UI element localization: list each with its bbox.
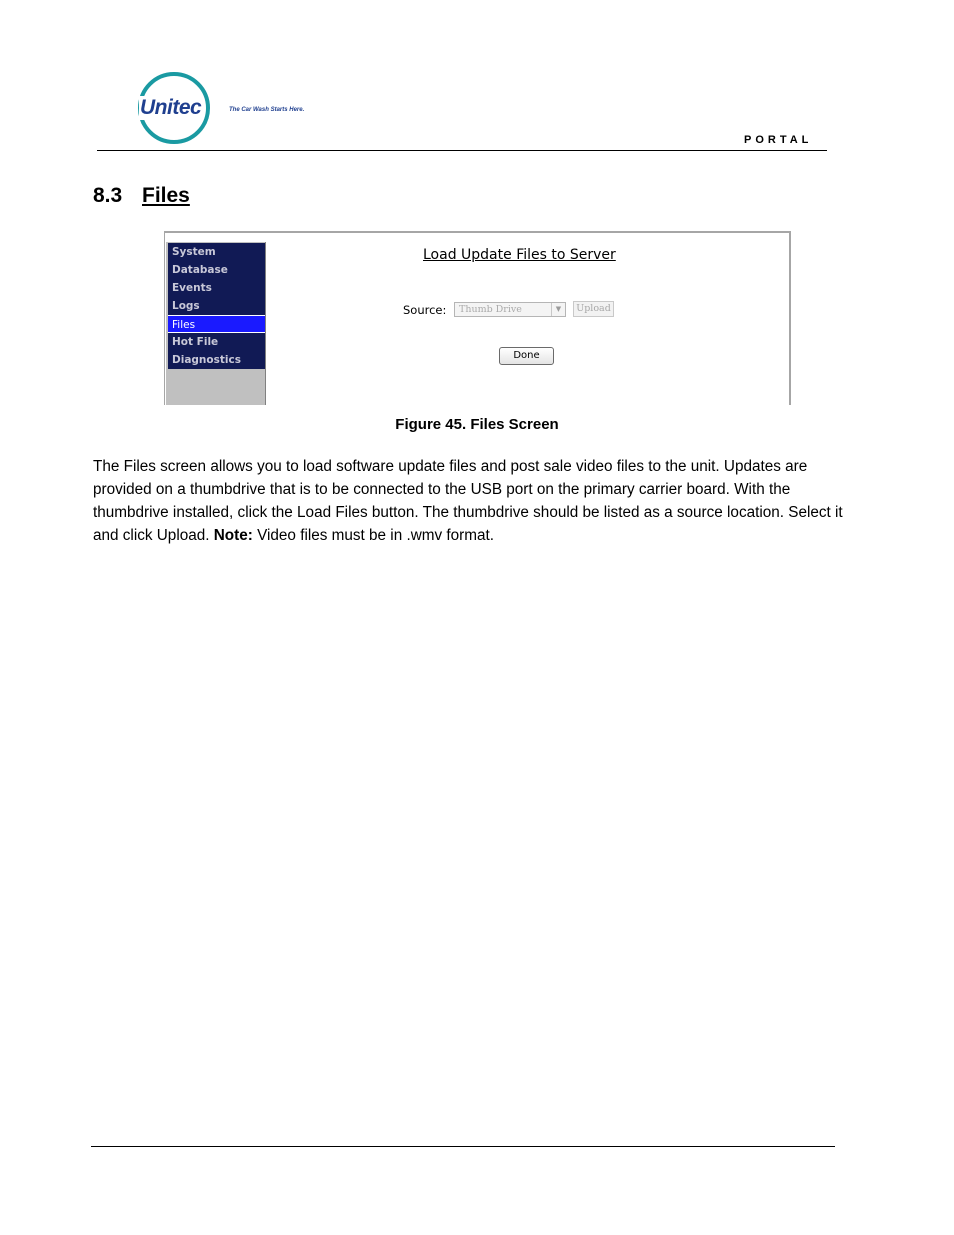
sidebar-menu	[168, 243, 265, 369]
sidebar-item-database[interactable]: Database	[172, 264, 228, 276]
source-select[interactable]	[454, 302, 566, 317]
section-title: Files	[142, 184, 190, 207]
sidebar-item-diagnostics[interactable]: Diagnostics	[172, 354, 241, 366]
done-button[interactable]: Done	[499, 347, 554, 365]
files-screen-figure	[164, 231, 791, 405]
chevron-down-icon: ▼	[551, 303, 565, 316]
header-divider	[97, 150, 827, 151]
sidebar-item-system[interactable]: System	[172, 246, 216, 258]
body-text-main: The Files screen allows you to load software update files and post sale video files to the unit. Updates are provided on a thumbdrive that is to be connected to the USB port on the primary carrier board. With the thumbdrive installed, click the Load Files button. The thumbdrive should be listed as a source location. Select it and click Upload.	[93, 458, 843, 544]
sidebar-item-logs[interactable]: Logs	[172, 300, 200, 312]
sidebar	[166, 242, 265, 405]
figure-top-strip	[165, 233, 789, 242]
footer-divider	[91, 1146, 835, 1147]
unitec-logo	[137, 72, 337, 152]
sidebar-item-files[interactable]: Files	[168, 315, 265, 333]
figure-caption: Figure 45. Files Screen	[395, 416, 559, 433]
note-label: Note:	[213, 527, 253, 544]
body-paragraph	[93, 455, 863, 547]
load-files-title: Load Update Files to Server	[423, 247, 616, 263]
sidebar-item-events[interactable]: Events	[172, 282, 212, 294]
logo-wordmark: Unitec	[140, 96, 202, 119]
sidebar-item-hot-file[interactable]: Hot File	[172, 336, 219, 348]
upload-button[interactable]: Upload	[573, 301, 614, 317]
source-select-value: Thumb Drive	[459, 304, 522, 315]
logo-tagline: The Car Wash Starts Here.	[229, 107, 305, 113]
source-label: Source:	[403, 303, 447, 317]
section-heading	[93, 184, 190, 208]
header-product-name: PORTAL	[744, 134, 813, 146]
sidebar-divider	[265, 242, 266, 405]
section-number: 8.3	[93, 184, 123, 207]
note-text: Video files must be in .wmv format.	[252, 527, 495, 544]
